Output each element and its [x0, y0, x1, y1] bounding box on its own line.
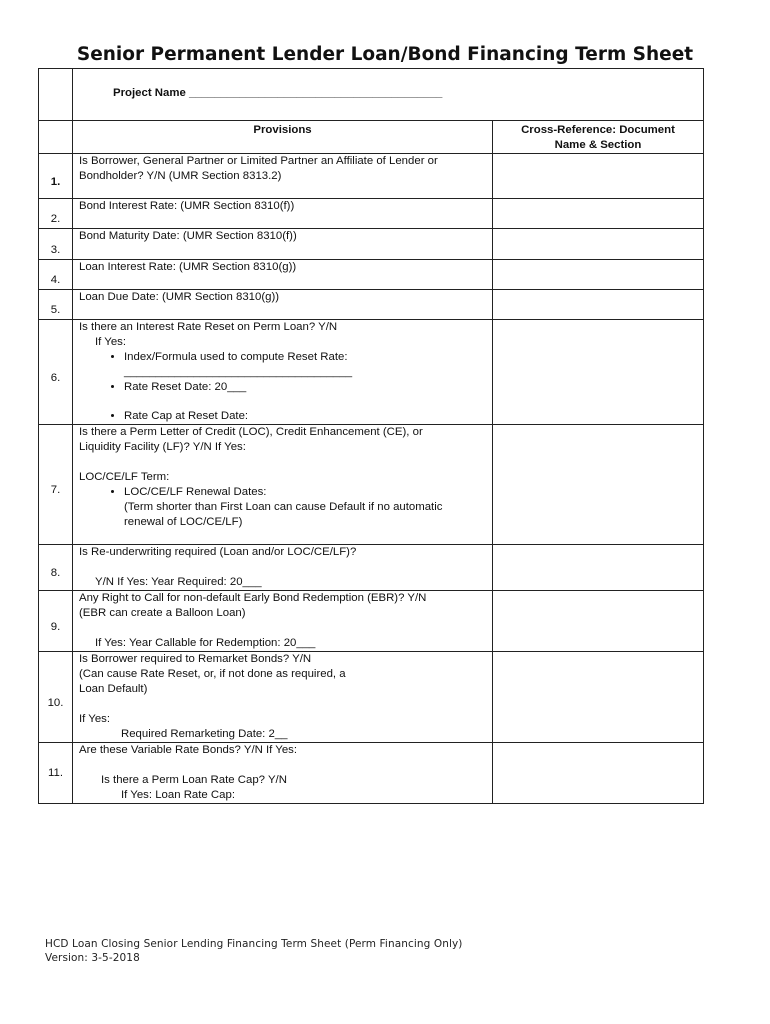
provision-cell — [73, 154, 493, 199]
cross-reference-cell[interactable] — [493, 229, 704, 260]
row-number-text: 3. — [50, 243, 61, 256]
provision-text: If Yes: Year Callable for Redemption: 20___ — [95, 637, 316, 649]
table-row — [39, 545, 704, 591]
bullet-text: renewal of LOC/CE/LF) — [124, 516, 243, 528]
project-row — [39, 69, 704, 121]
provision-text: Bond Interest Rate: (UMR Section 8310(f)) — [79, 200, 295, 212]
provision-cell — [73, 290, 493, 320]
bullet-list — [79, 485, 486, 530]
cross-reference-cell[interactable] — [493, 743, 704, 804]
provision-text: Is there a Perm Loan Rate Cap? Y/N — [101, 774, 287, 786]
provision-text: Is there an Interest Rate Reset on Perm Loan? Y/N — [79, 321, 338, 333]
header-num-cell — [39, 121, 73, 154]
bullet-text: LOC/CE/LF Renewal Dates: — [124, 486, 267, 498]
cross-reference-cell[interactable] — [493, 652, 704, 743]
provision-cell — [73, 229, 493, 260]
provision-text: Loan Interest Rate: (UMR Section 8310(g)) — [79, 261, 297, 273]
provision-text: Required Remarketing Date: 2__ — [121, 728, 288, 740]
provision-text: If Yes: — [79, 713, 111, 725]
table-row — [39, 425, 704, 545]
cross-reference-cell[interactable] — [493, 154, 704, 199]
table-row — [39, 320, 704, 425]
footer — [45, 937, 463, 965]
row-number — [39, 260, 73, 290]
provision-text: Liquidity Facility (LF)? Y/N If Yes: — [79, 441, 246, 453]
cross-reference-cell[interactable] — [493, 290, 704, 320]
provision-cell — [73, 545, 493, 591]
row-number — [39, 199, 73, 229]
provisions-header — [73, 121, 493, 154]
provision-cell — [73, 425, 493, 545]
provision-text: Is Re-underwriting required (Loan and/or LOC/CE/LF)? — [79, 546, 357, 558]
table-row — [39, 591, 704, 652]
page-title: Senior Permanent Lender Loan/Bond Financing Term Sheet — [76, 44, 694, 65]
cross-reference-header — [493, 121, 704, 154]
row-number-text: 1. — [50, 175, 61, 188]
provision-text: Is Borrower required to Remarket Bonds? Y/N — [79, 653, 312, 665]
bullet-item — [124, 380, 486, 395]
provision-text: Bond Maturity Date: (UMR Section 8310(f)) — [79, 230, 297, 242]
cross-reference-cell[interactable] — [493, 320, 704, 425]
provision-text: Loan Due Date: (UMR Section 8310(g)) — [79, 291, 280, 303]
provision-text: (EBR can create a Balloon Loan) — [79, 607, 246, 619]
table-row — [39, 199, 704, 229]
provision-text: (Can cause Rate Reset, or, if not done as required, a — [79, 668, 346, 680]
table-row — [39, 260, 704, 290]
row-number-text: 9. — [50, 620, 61, 633]
provision-cell — [73, 199, 493, 229]
table-row — [39, 743, 704, 804]
cross-reference-header-line2: Name & Section — [554, 139, 642, 151]
bullet-text: Index/Formula used to compute Reset Rate: — [124, 351, 348, 363]
cross-reference-cell[interactable] — [493, 545, 704, 591]
bullet-item — [124, 409, 486, 424]
bullet-text: (Term shorter than First Loan can cause Default if no automatic — [124, 501, 443, 513]
row-number-text: 8. — [50, 567, 61, 579]
header-row — [39, 121, 704, 154]
row-number-text: 4. — [50, 274, 61, 286]
project-name-label: Project Name ________________________________________ — [113, 87, 443, 99]
provision-cell — [73, 260, 493, 290]
row-number-text: 7. — [50, 484, 61, 496]
bullet-text: ____________________________________ — [124, 366, 353, 378]
provision-text: If Yes: Loan Rate Cap: — [121, 789, 235, 801]
cross-reference-cell[interactable] — [493, 425, 704, 545]
bullet-text: Rate Cap at Reset Date: — [124, 410, 249, 422]
bullet-list — [79, 350, 486, 424]
provision-text: If Yes: — [95, 336, 127, 348]
footer-version: Version: 3-5-2018 — [45, 952, 140, 964]
row-number — [39, 652, 73, 743]
row-number — [39, 154, 73, 199]
provision-cell — [73, 652, 493, 743]
row-number-text: 10. — [47, 696, 64, 709]
provision-cell — [73, 320, 493, 425]
provision-text: Bondholder? Y/N (UMR Section 8313.2) — [79, 170, 282, 182]
provision-text: Is there a Perm Letter of Credit (LOC), Credit Enhancement (CE), or — [79, 426, 423, 438]
provision-text: LOC/CE/LF Term: — [79, 471, 170, 483]
table-row — [39, 290, 704, 320]
provision-text: Are these Variable Rate Bonds? Y/N If Yes: — [79, 744, 298, 756]
cross-reference-cell[interactable] — [493, 199, 704, 229]
cross-reference-header-line1: Cross-Reference: Document — [521, 124, 675, 136]
provision-text: Is Borrower, General Partner or Limited Partner an Affiliate of Lender or — [79, 155, 438, 167]
provision-text: Loan Default) — [79, 683, 148, 695]
bullet-item — [124, 350, 486, 380]
cross-reference-cell[interactable] — [493, 260, 704, 290]
row-number — [39, 743, 73, 804]
row-number — [39, 545, 73, 591]
provision-cell — [73, 591, 493, 652]
row-number-text: 5. — [50, 304, 61, 316]
row-number — [39, 425, 73, 545]
bullet-text: Rate Reset Date: 20___ — [124, 381, 247, 393]
row-number — [39, 229, 73, 260]
table-row — [39, 154, 704, 199]
bullet-item — [124, 485, 486, 530]
provision-text: Any Right to Call for non-default Early Bond Redemption (EBR)? Y/N — [79, 592, 427, 604]
provision-text: Y/N If Yes: Year Required: 20___ — [95, 576, 262, 588]
footer-document-name: HCD Loan Closing Senior Lending Financing Term Sheet (Perm Financing Only) — [45, 938, 463, 950]
cross-reference-cell[interactable] — [493, 591, 704, 652]
row-number — [39, 591, 73, 652]
project-name-cell[interactable] — [73, 69, 704, 121]
row-number-text: 6. — [50, 371, 61, 384]
row-number — [39, 320, 73, 425]
provisions-header-text: Provisions — [253, 124, 312, 136]
term-sheet-table — [38, 68, 704, 804]
row-number-text: 11. — [48, 766, 63, 779]
row-number — [39, 290, 73, 320]
table-row — [39, 229, 704, 260]
row-number-text: 2. — [50, 213, 61, 225]
provision-cell — [73, 743, 493, 804]
table-row — [39, 652, 704, 743]
project-num-cell — [39, 69, 73, 121]
